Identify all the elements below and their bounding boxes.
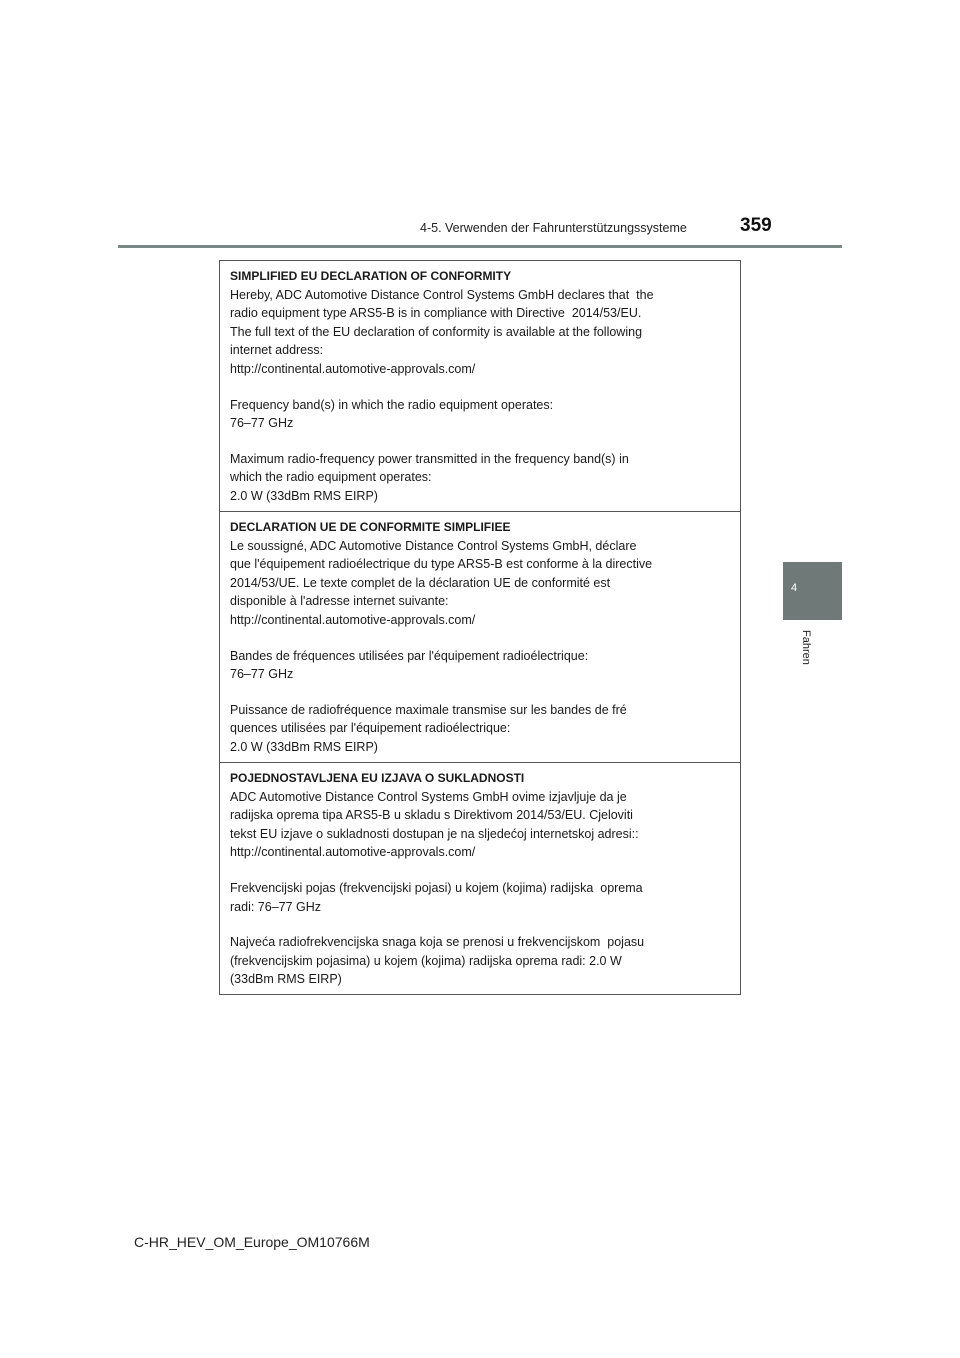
chapter-label: Fahren bbox=[800, 630, 812, 665]
declaration-hr bbox=[220, 762, 740, 994]
text-line: 2014/53/UE. Le texte complet de la déclaration UE de conformité est bbox=[230, 575, 611, 590]
document-id: C-HR_HEV_OM_Europe_OM10766M bbox=[134, 1234, 370, 1250]
text-line: which the radio equipment operates: bbox=[230, 470, 432, 485]
text-line: Frequency band(s) in which the radio equipment operates: bbox=[230, 397, 554, 412]
text-line: Le soussigné, ADC Automotive Distance Control Systems GmbH, déclare bbox=[230, 538, 637, 553]
declaration-paragraph bbox=[230, 933, 730, 989]
paragraph-spacer bbox=[230, 433, 730, 450]
text-line: Puissance de radiofréquence maximale transmise sur les bandes de fré bbox=[230, 702, 627, 717]
text-line: 2.0 W (33dBm RMS EIRP) bbox=[230, 488, 378, 503]
text-line: internet address: bbox=[230, 343, 324, 358]
text-line: radi: 76–77 GHz bbox=[230, 899, 322, 914]
declaration-paragraph bbox=[230, 396, 730, 433]
text-line: http://continental.automotive-approvals.com/ bbox=[230, 845, 476, 860]
text-line: disponible à l'adresse internet suivante: bbox=[230, 594, 449, 609]
paragraph-spacer bbox=[230, 684, 730, 701]
text-line: que l'équipement radioélectrique du type ARS5-B est conforme à la directive bbox=[230, 557, 653, 572]
text-line: Frekvencijski pojas (frekvencijski pojasi) u kojem (kojima) radijska oprema bbox=[230, 880, 643, 895]
declaration-paragraph bbox=[230, 879, 730, 916]
text-line: Maximum radio-frequency power transmitted in the frequency band(s) in bbox=[230, 451, 629, 466]
header-divider bbox=[118, 245, 842, 248]
text-line: radio equipment type ARS5-B is in compliance with Directive 2014/53/EU. bbox=[230, 306, 642, 321]
text-line: ADC Automotive Distance Control Systems GmbH ovime izjavljuje da je bbox=[230, 789, 627, 804]
text-line: (33dBm RMS EIRP) bbox=[230, 972, 342, 987]
declaration-en bbox=[220, 261, 740, 511]
declaration-paragraph bbox=[230, 450, 730, 506]
declaration-heading: SIMPLIFIED EU DECLARATION OF CONFORMITY bbox=[230, 269, 512, 283]
declaration-fr bbox=[220, 511, 740, 762]
text-line: http://continental.automotive-approvals.com/ bbox=[230, 361, 476, 376]
text-line: (frekvencijskim pojasima) u kojem (kojima) radijska oprema radi: 2.0 W bbox=[230, 953, 622, 968]
chapter-tab bbox=[783, 562, 842, 620]
declaration-paragraph bbox=[230, 537, 730, 630]
paragraph-spacer bbox=[230, 630, 730, 647]
text-line: 2.0 W (33dBm RMS EIRP) bbox=[230, 739, 378, 754]
paragraph-spacer bbox=[230, 379, 730, 396]
text-line: tekst EU izjave o sukladnosti dostupan je na sljedećoj internetskoj adresi:: bbox=[230, 826, 639, 841]
text-line: Bandes de fréquences utilisées par l'équipement radioélectrique: bbox=[230, 648, 589, 663]
declaration-paragraph bbox=[230, 286, 730, 379]
text-line: quences utilisées par l'équipement radioélectrique: bbox=[230, 721, 511, 736]
declaration-paragraph bbox=[230, 701, 730, 757]
text-line: 76–77 GHz bbox=[230, 416, 294, 431]
text-line: The full text of the EU declaration of conformity is available at the following bbox=[230, 324, 643, 339]
declaration-box bbox=[219, 260, 741, 995]
section-title: 4-5. Verwenden der Fahrunterstützungssysteme bbox=[420, 221, 687, 235]
chapter-number: 4 bbox=[791, 582, 798, 594]
text-line: Hereby, ADC Automotive Distance Control Systems GmbH declares that the bbox=[230, 287, 654, 302]
page-number: 359 bbox=[740, 215, 772, 236]
paragraph-spacer bbox=[230, 916, 730, 933]
text-line: Najveća radiofrekvencijska snaga koja se prenosi u frekvencijskom pojasu bbox=[230, 935, 645, 950]
declaration-paragraph bbox=[230, 788, 730, 862]
text-line: radijska oprema tipa ARS5-B u skladu s Direktivom 2014/53/EU. Cjeloviti bbox=[230, 808, 633, 823]
paragraph-spacer bbox=[230, 862, 730, 879]
text-line: 76–77 GHz bbox=[230, 667, 294, 682]
declaration-heading: DECLARATION UE DE CONFORMITE SIMPLIFIEE bbox=[230, 520, 511, 534]
text-line: http://continental.automotive-approvals.com/ bbox=[230, 612, 476, 627]
declaration-heading: POJEDNOSTAVLJENA EU IZJAVA O SUKLADNOSTI bbox=[230, 771, 525, 785]
declaration-paragraph bbox=[230, 647, 730, 684]
